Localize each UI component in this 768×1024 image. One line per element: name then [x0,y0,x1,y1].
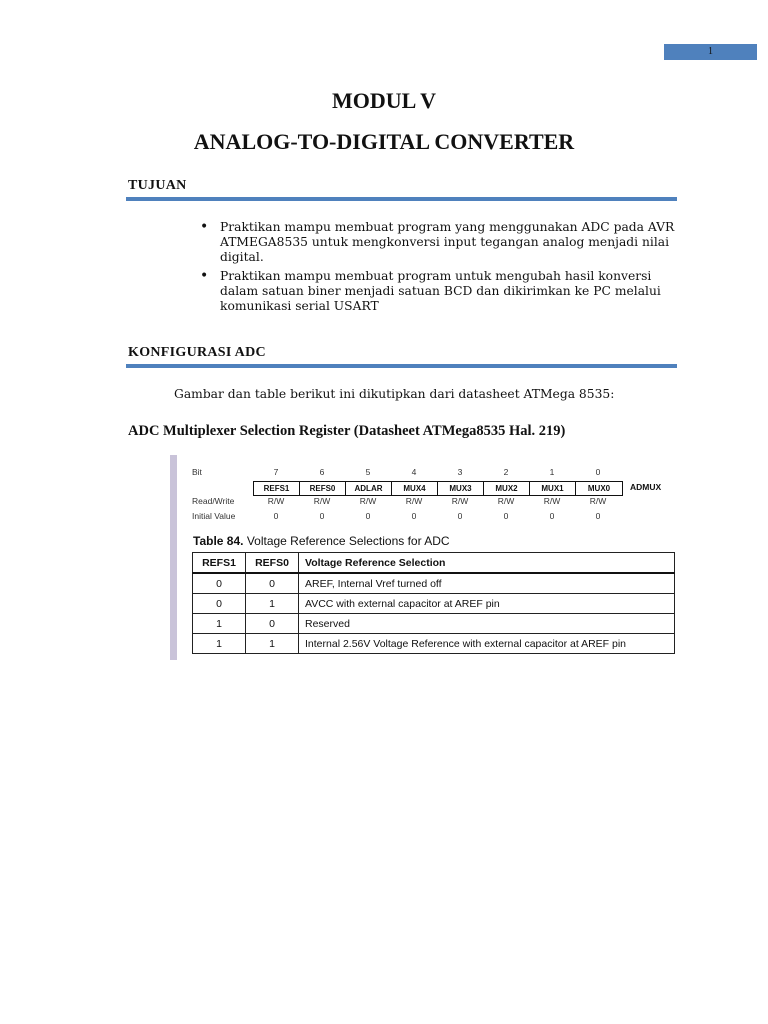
bullet-icon: • [200,219,209,235]
table-cell: Reserved [299,614,675,634]
rw-value: R/W [451,496,469,506]
intro-paragraph: Gambar dan table berikut ini dikutipkan dari datasheet ATMega 8535: [174,387,615,401]
init-value: 0 [273,511,279,521]
section-divider [126,197,677,201]
objectives-list [200,220,680,318]
register-bit-name: MUX3 [438,482,484,495]
init-value: 0 [457,511,463,521]
table-header-row [193,553,675,574]
module-title: MODUL V [331,88,437,113]
rw-value: R/W [405,496,423,506]
table-cell: 0 [193,573,246,594]
bit-number: 3 [457,467,463,477]
table-cell: 1 [246,594,299,614]
init-value: 0 [503,511,509,521]
rw-value: R/W [543,496,561,506]
table-number: Table 84. [193,534,244,548]
init-value: 0 [365,511,371,521]
register-bit-name: MUX1 [530,482,576,495]
voltage-reference-table [192,552,675,654]
rw-value: R/W [589,496,607,506]
bit-number: 7 [273,467,279,477]
bit-number: 2 [503,467,509,477]
register-bit-name: MUX2 [484,482,530,495]
register-bit-name: ADLAR [346,482,392,495]
init-value: 0 [595,511,601,521]
bit-number: 5 [365,467,371,477]
table-cell: 0 [246,573,299,594]
list-item-text: Praktikan mampu membuat program yang menggunakan ADC pada AVR ATMEGA8535 untuk mengkonversi input tegangan analog menjadi nilai digital. [220,220,675,264]
init-row-label: Initial Value [192,511,236,521]
register-bit-name: MUX0 [587,484,611,493]
register-bit-box [253,481,623,496]
register-bit-name: REFS1 [254,482,300,495]
register-name: ADMUX [630,482,662,492]
init-value: 0 [411,511,417,521]
bullet-icon: • [200,268,209,284]
figure-caption: ADC Multiplexer Selection Register (Datasheet ATMega8535 Hal. 219) [128,423,566,439]
section-heading-tujuan: TUJUAN [128,178,187,193]
table-cell: AVCC with external capacitor at AREF pin [299,594,675,614]
bit-row-label: Bit [192,467,202,477]
table-title-text: Voltage Reference Selections for ADC [246,534,450,548]
rw-value: R/W [359,496,377,506]
table-row [193,573,675,594]
column-header: REFS1 [193,553,246,574]
init-value: 0 [549,511,555,521]
section-divider [126,364,677,368]
bit-number: 1 [549,467,555,477]
init-value: 0 [319,511,325,521]
register-bit-name: MUX4 [392,482,438,495]
rw-value: R/W [267,496,285,506]
column-header: REFS0 [246,553,299,574]
rw-value: R/W [497,496,515,506]
list-item [200,220,680,265]
module-subtitle: ANALOG-TO-DIGITAL CONVERTER [193,129,575,154]
register-bit-name: REFS0 [300,482,346,495]
list-item [200,269,680,314]
table-cell: 1 [246,634,299,654]
rw-row-label: Read/Write [192,496,235,506]
table-cell: 0 [193,594,246,614]
table-title [193,534,450,548]
table-row [193,594,675,614]
table-cell: 0 [246,614,299,634]
table-cell: 1 [193,614,246,634]
bit-number: 0 [595,467,601,477]
table-row [193,614,675,634]
rw-value: R/W [313,496,331,506]
table-cell: Internal 2.56V Voltage Reference with external capacitor at AREF pin [299,634,675,654]
bit-number: 4 [411,467,417,477]
table-row [193,634,675,654]
column-header: Voltage Reference Selection [299,553,675,574]
bit-number: 6 [319,467,325,477]
section-heading-konfigurasi: KONFIGURASI ADC [128,345,266,360]
table-cell: 1 [193,634,246,654]
figure-side-bar [170,455,177,660]
table-cell: AREF, Internal Vref turned off [299,573,675,594]
list-item-text: Praktikan mampu membuat program untuk mengubah hasil konversi dalam satuan biner menjadi satuan BCD dan dikirimkan ke PC melalui komunikasi serial USART [220,269,661,313]
page-number-badge: 1 [664,44,757,60]
